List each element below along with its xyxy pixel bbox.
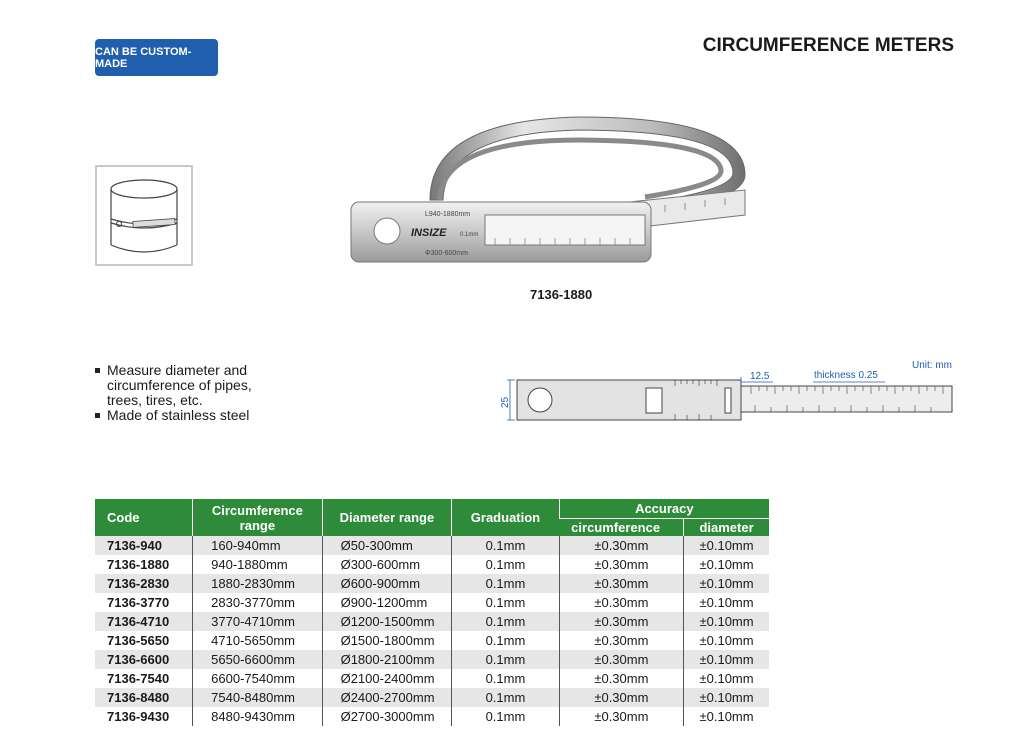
cell-circumference-range: 7540-8480mm xyxy=(193,688,322,707)
header-acc-circumference: circumference xyxy=(559,519,683,537)
cell-acc-diameter: ±0.10mm xyxy=(684,688,769,707)
cell-acc-diameter: ±0.10mm xyxy=(684,631,769,650)
cell-circumference-range: 8480-9430mm xyxy=(193,707,322,726)
table-row xyxy=(95,593,769,612)
cell-circumference-range: 6600-7540mm xyxy=(193,669,322,688)
cell-code: 7136-940 xyxy=(95,536,193,555)
cell-acc-circumference: ±0.30mm xyxy=(559,593,683,612)
header-acc-diameter: diameter xyxy=(684,519,769,537)
table-row xyxy=(95,574,769,593)
cell-circumference-range: 4710-5650mm xyxy=(193,631,322,650)
cell-acc-circumference: ±0.30mm xyxy=(559,669,683,688)
cell-code: 7136-7540 xyxy=(95,669,193,688)
cell-acc-diameter: ±0.10mm xyxy=(684,555,769,574)
cell-code: 7136-9430 xyxy=(95,707,193,726)
cell-diameter-range: Ø50-300mm xyxy=(322,536,452,555)
feature-item: Measure diameter and circumference of pipes, trees, tires, etc. xyxy=(95,363,267,408)
feature-list xyxy=(95,363,267,423)
cell-code: 7136-3770 xyxy=(95,593,193,612)
table-row xyxy=(95,631,769,650)
cell-acc-diameter: ±0.10mm xyxy=(684,574,769,593)
cell-diameter-range: Ø1200-1500mm xyxy=(322,612,452,631)
cell-acc-diameter: ±0.10mm xyxy=(684,593,769,612)
cell-code: 7136-8480 xyxy=(95,688,193,707)
feature-item: Made of stainless steel xyxy=(95,408,267,423)
unit-label: Unit: mm xyxy=(912,360,952,371)
dim-thickness: thickness 0.25 xyxy=(814,370,878,381)
cell-circumference-range: 1880-2830mm xyxy=(193,574,322,593)
cell-acc-circumference: ±0.30mm xyxy=(559,536,683,555)
cell-diameter-range: Ø1500-1800mm xyxy=(322,631,452,650)
table-row xyxy=(95,612,769,631)
cell-diameter-range: Ø1800-2100mm xyxy=(322,650,452,669)
header-accuracy: Accuracy xyxy=(559,499,769,519)
tape-technical-drawing xyxy=(495,355,960,430)
cell-graduation: 0.1mm xyxy=(452,612,559,631)
cell-acc-diameter: ±0.10mm xyxy=(684,707,769,726)
cell-acc-circumference: ±0.30mm xyxy=(559,631,683,650)
cell-circumference-range: 5650-6600mm xyxy=(193,650,322,669)
cell-diameter-range: Ø300-600mm xyxy=(322,555,452,574)
cell-acc-circumference: ±0.30mm xyxy=(559,650,683,669)
page-title: CIRCUMFERENCE METERS xyxy=(702,35,954,56)
cell-diameter-range: Ø2100-2400mm xyxy=(322,669,452,688)
cell-acc-circumference: ±0.30mm xyxy=(559,574,683,593)
cell-code: 7136-6600 xyxy=(95,650,193,669)
cell-code: 7136-4710 xyxy=(95,612,193,631)
cell-acc-diameter: ±0.10mm xyxy=(684,612,769,631)
cell-diameter-range: Ø900-1200mm xyxy=(322,593,452,612)
header-diameter-range: Diameter range xyxy=(322,499,452,536)
cell-acc-diameter: ±0.10mm xyxy=(684,650,769,669)
cell-acc-circumference: ±0.30mm xyxy=(559,688,683,707)
cell-acc-circumference: ±0.30mm xyxy=(559,707,683,726)
cell-code: 7136-5650 xyxy=(95,631,193,650)
cell-diameter-range: Ø2700-3000mm xyxy=(322,707,452,726)
pipe-with-tape-icon xyxy=(95,165,193,266)
cell-graduation: 0.1mm xyxy=(452,707,559,726)
table-row xyxy=(95,555,769,574)
cell-code: 7136-1880 xyxy=(95,555,193,574)
cell-graduation: 0.1mm xyxy=(452,631,559,650)
table-row xyxy=(95,669,769,688)
cell-graduation: 0.1mm xyxy=(452,593,559,612)
circumference-tape-photo xyxy=(345,105,755,270)
header-graduation: Graduation xyxy=(452,499,559,536)
spec-table xyxy=(95,499,769,726)
photo-range-l: L940-1880mm xyxy=(425,211,471,218)
header-circumference-range: Circumference range xyxy=(193,499,322,536)
table-row xyxy=(95,707,769,726)
cell-circumference-range: 2830-3770mm xyxy=(193,593,322,612)
photo-grad: 0.1mm xyxy=(460,232,479,238)
model-code: 7136-1880 xyxy=(530,287,593,302)
cell-circumference-range: 940-1880mm xyxy=(193,555,322,574)
cell-graduation: 0.1mm xyxy=(452,688,559,707)
cell-acc-circumference: ±0.30mm xyxy=(559,555,683,574)
table-row xyxy=(95,650,769,669)
cell-graduation: 0.1mm xyxy=(452,555,559,574)
cell-graduation: 0.1mm xyxy=(452,536,559,555)
header-code: Code xyxy=(95,499,193,536)
photo-range-d: Φ300-600mm xyxy=(425,250,468,257)
cell-graduation: 0.1mm xyxy=(452,669,559,688)
cell-graduation: 0.1mm xyxy=(452,650,559,669)
table-row xyxy=(95,536,769,555)
table-row xyxy=(95,688,769,707)
cell-code: 7136-2830 xyxy=(95,574,193,593)
brand-logo: INSIZE xyxy=(411,227,447,239)
cell-circumference-range: 3770-4710mm xyxy=(193,612,322,631)
cell-circumference-range: 160-940mm xyxy=(193,536,322,555)
cell-diameter-range: Ø600-900mm xyxy=(322,574,452,593)
cell-acc-diameter: ±0.10mm xyxy=(684,536,769,555)
cell-graduation: 0.1mm xyxy=(452,574,559,593)
cell-diameter-range: Ø2400-2700mm xyxy=(322,688,452,707)
cell-acc-circumference: ±0.30mm xyxy=(559,612,683,631)
cell-acc-diameter: ±0.10mm xyxy=(684,669,769,688)
dim-height: 25 xyxy=(500,396,511,408)
dim-width: 12.5 xyxy=(750,371,770,382)
custom-made-badge: CAN BE CUSTOM-MADE xyxy=(95,39,218,76)
